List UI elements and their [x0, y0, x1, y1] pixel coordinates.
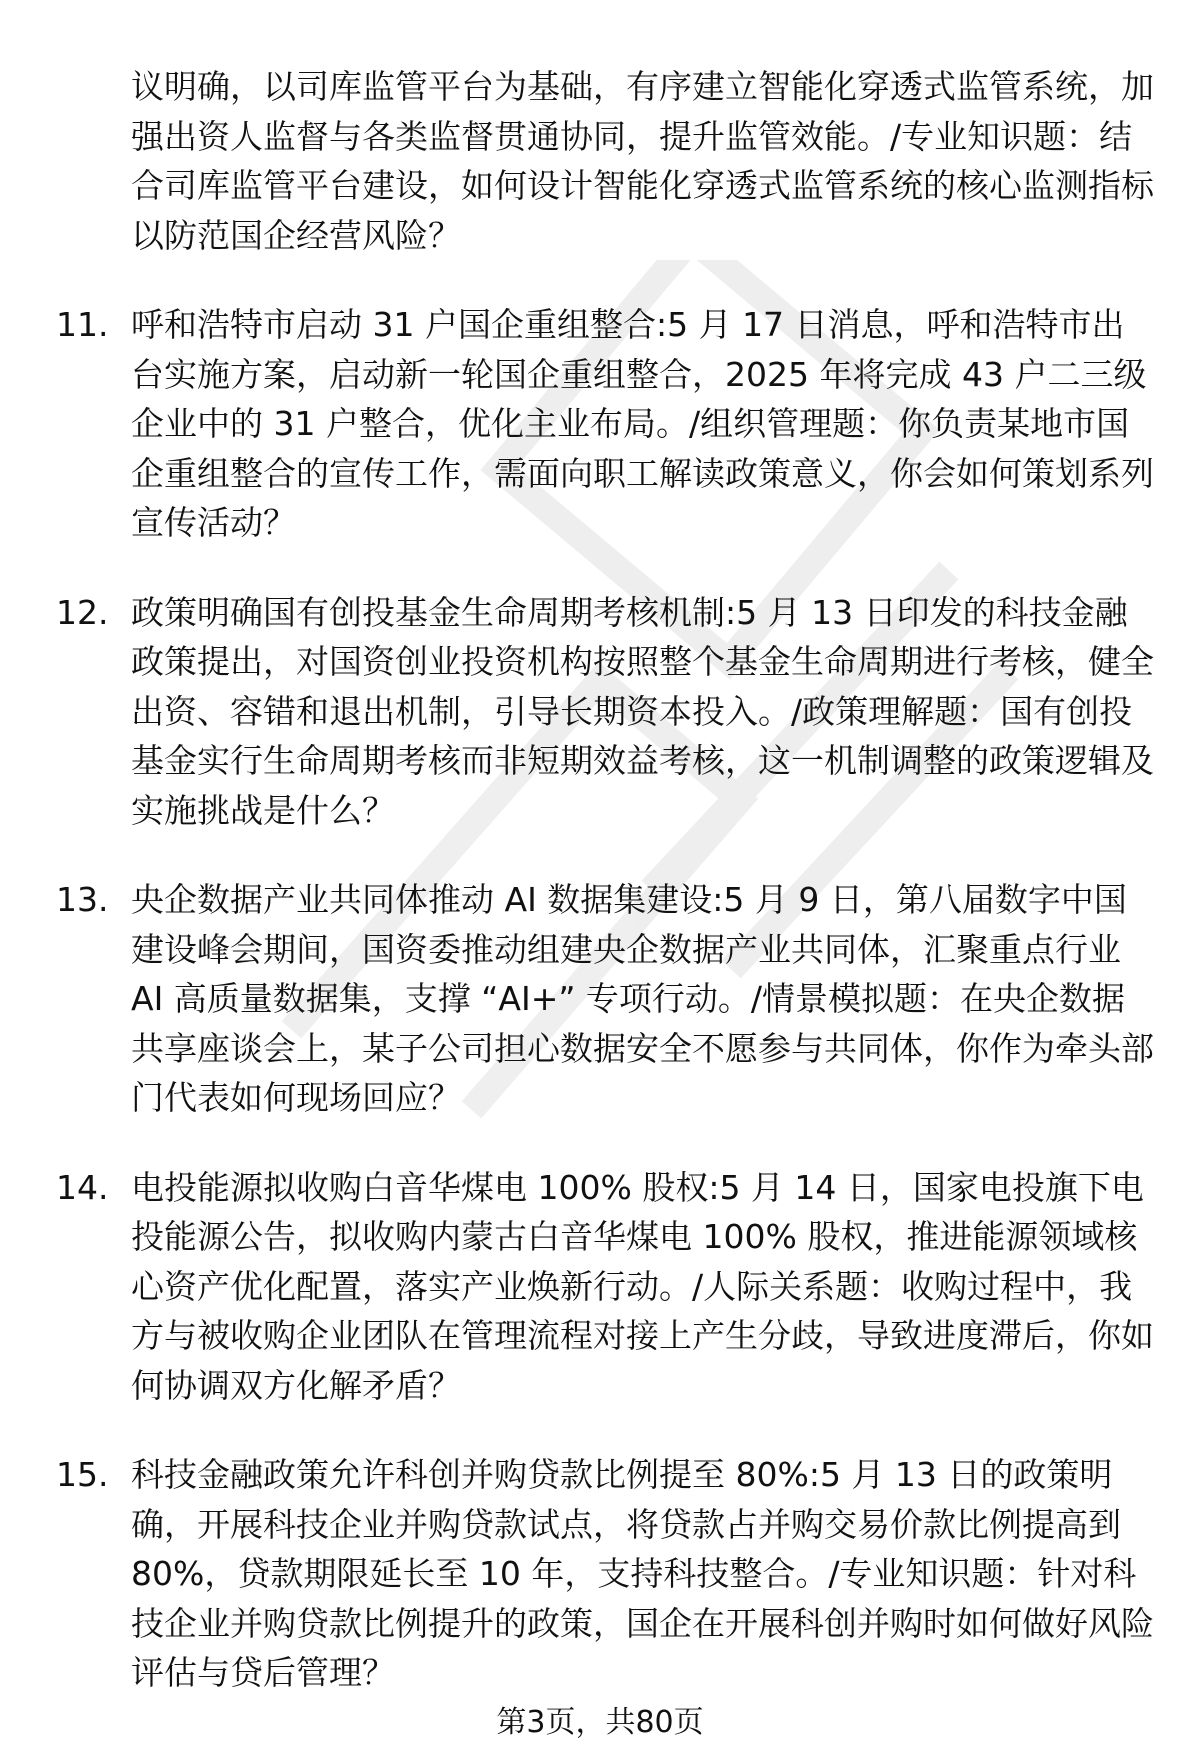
document-body — [56, 62, 1156, 1738]
list-item — [56, 588, 1156, 836]
list-item — [56, 875, 1156, 1123]
item-number: 14. — [56, 1167, 109, 1207]
continuation-paragraph: 议明确，以司库监管平台为基础，有序建立智能化穿透式监管系统，加强出资人监督与各类监督贯通协同，提升监管效能。/专业知识题：结合司库监管平台建设，如何设计智能化穿透式监管系统的核心监测指标以防范国企经营风险？ — [131, 67, 1154, 255]
item-text: 科技金融政策允许科创并购贷款比例提至 80%:5 月 13 日的政策明确，开展科技企业并购贷款试点，将贷款占并购交易价款比例提高到 80%，贷款期限延长至 10 年，支持科技整合。/专业知识题：针对科技企业并购贷款比例提升的政策，国企在开展科创并购时如何做好风险评估与贷后管理？ — [131, 1455, 1154, 1692]
page-footer: 第3页，共80页 — [496, 1705, 704, 1740]
item-text: 政策明确国有创投基金生命周期考核机制:5 月 13 日印发的科技金融政策提出，对国资创业投资机构按照整个基金生命周期进行考核，健全出资、容错和退出机制，引导长期资本投入。/政策理解题：国有创投基金实行生命周期考核而非短期效益考核，这一机制调整的政策逻辑及实施挑战是什么？ — [131, 592, 1154, 830]
item-text: 呼和浩特市启动 31 户国企重组整合:5 月 17 日消息，呼和浩特市出台实施方案，启动新一轮国企重组整合，2025 年将完成 43 户二三级企业中的 31 户整合，优化主业布局。/组织管理题：你负责某地市国企重组整合的宣传工作，需面向职工解读政策意义，你会如何策划系列宣传活动？ — [131, 305, 1154, 542]
item-text: 电投能源拟收购白音华煤电 100% 股权:5 月 14 日，国家电投旗下电投能源公告，拟收购内蒙古白音华煤电 100% 股权，推进能源领域核心资产优化配置，落实产业焕新行动。/人际关系题：收购过程中，我方与被收购企业团队在管理流程对接上产生分歧，导致进度滞后，你如何协调双方化解矛盾？ — [131, 1167, 1154, 1405]
item-number: 15. — [56, 1455, 109, 1494]
list-item — [56, 1450, 1156, 1698]
item-text: 央企数据产业共同体推动 AI 数据集建设:5 月 9 日，第八届数字中国建设峰会期间，国资委推动组建央企数据产业共同体，汇聚重点行业 AI 高质量数据集，支撑 “AI+” 专项行动。/情景模拟题：在央企数据共享座谈会上，某子公司担心数据安全不愿参与共同体，你作为牵头部门代表如何现场回应？ — [131, 880, 1154, 1117]
list-item — [56, 300, 1156, 548]
item-number: 11. — [56, 305, 109, 344]
item-number: 12. — [56, 592, 109, 632]
list-item — [56, 1163, 1156, 1411]
item-number: 13. — [56, 880, 109, 919]
